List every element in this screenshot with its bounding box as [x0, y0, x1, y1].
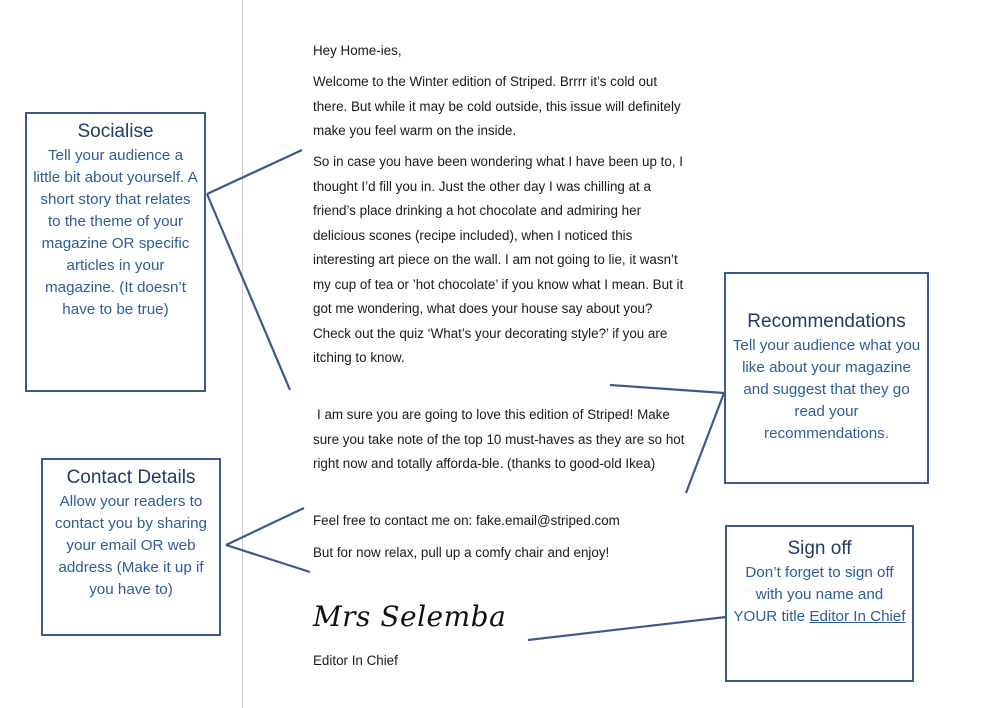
- connector-contact-bottom: [226, 545, 310, 572]
- recommendations-title: Recommendations: [747, 311, 906, 332]
- sign-off-body-text: Don’t forget to sign off with you name and YOUR title: [733, 564, 894, 625]
- sign-off-body: [733, 562, 906, 628]
- sign-off-editor-link: Editor In Chief: [809, 608, 906, 625]
- page-divider: [242, 0, 243, 708]
- connector-contact-top: [226, 508, 304, 545]
- letter-paragraph-contact: Feel free to contact me on: fake.email@striped.com: [313, 513, 620, 528]
- sign-off-note: [725, 525, 914, 682]
- recommendations-body: Tell your audience what you like about your magazine and suggest that they go read your recommendations.: [732, 337, 921, 442]
- letter-paragraph-story: So in case you have been wondering what I have been up to, I thought I’d fill you in. Just the other day I was chilling at a friend’s place drinking a hot chocolate and admiring her delicious scones (recipe included), when I noticed this interesting art piece on the wall. I am not going to lie, it wasn’t my cup of tea or ’hot chocolate’ if you know what I mean. But it got me wondering, what does your house say about you? Check out the quiz ‘What’s your decorating style?’ if you are itching to know.: [313, 154, 684, 365]
- contact-details-body: Allow your readers to contact you by sharing your email OR web address (Make it up if you have to): [55, 493, 207, 598]
- socialise-body: Tell your audience a little bit about yourself. A short story that relates to the theme of your magazine OR specific articles in your magazine. (It doesn’t have to be true): [33, 147, 198, 318]
- letter-paragraph-recommend: I am sure you are going to love this edition of Striped! Make sure you take note of the top 10 must-haves as they are so hot right now and totally afforda-ble. (thanks to good-old Ikea): [313, 407, 685, 471]
- socialise-note: [25, 112, 206, 392]
- letter-paragraph-welcome: Welcome to the Winter edition of Striped. Brrrr it’s cold out there. But while it may be cold outside, this issue will definitely make you feel warm on the inside.: [313, 74, 681, 138]
- letter-greeting: Hey Home-ies,: [313, 43, 402, 58]
- socialise-title: Socialise: [77, 121, 154, 142]
- contact-details-title: Contact Details: [66, 467, 196, 488]
- connector-socialise-top: [207, 150, 302, 194]
- signature: Mrs Selemba: [313, 600, 507, 633]
- letter-paragraph-closing: But for now relax, pull up a comfy chair and enjoy!: [313, 545, 610, 560]
- editor-title: Editor In Chief: [313, 653, 398, 668]
- recommendations-note: [724, 272, 929, 484]
- connector-socialise-bottom: [207, 194, 290, 390]
- sign-off-title: Sign off: [787, 538, 852, 559]
- connector-recommend-top: [610, 385, 724, 393]
- connector-signoff: [528, 617, 726, 640]
- contact-details-note: [41, 458, 221, 636]
